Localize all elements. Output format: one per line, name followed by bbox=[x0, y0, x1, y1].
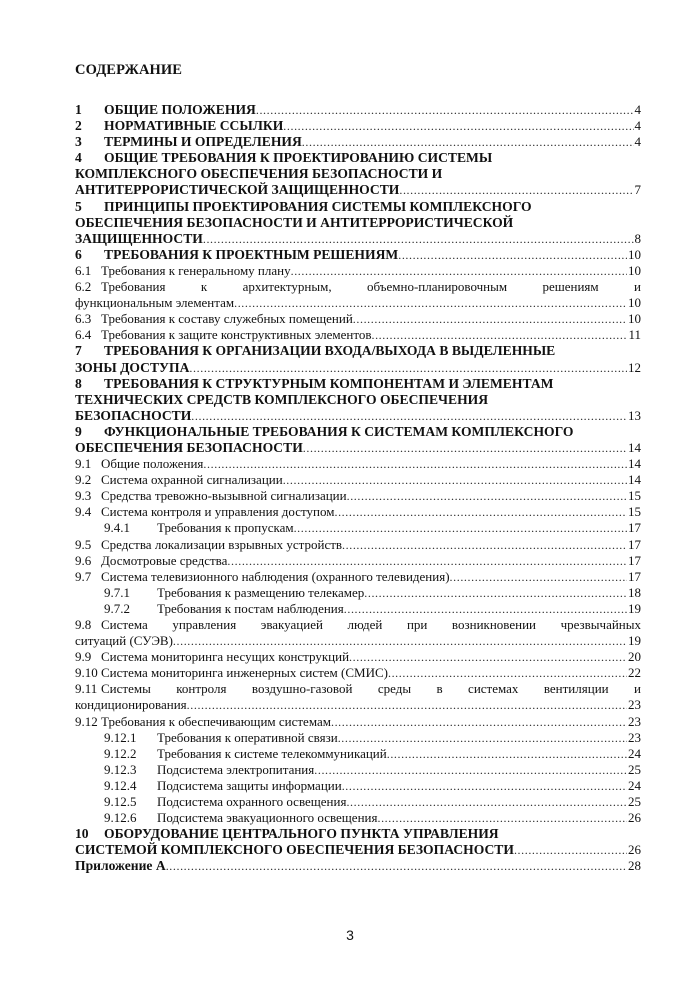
dot-leader bbox=[342, 778, 627, 794]
toc-entry-number: 3 bbox=[75, 134, 82, 150]
toc-entry-number: 10 bbox=[75, 826, 89, 842]
toc-entry[interactable] bbox=[75, 601, 641, 617]
toc-entry-number: 9.12.6 bbox=[104, 810, 137, 826]
toc-page-number: 17 bbox=[628, 568, 641, 584]
toc-page bbox=[75, 62, 641, 875]
toc-entry-title: Требования к размещению телекамер bbox=[157, 584, 365, 600]
toc-page-number: 10 bbox=[628, 262, 641, 278]
dot-leader bbox=[314, 762, 627, 778]
dot-leader bbox=[173, 633, 627, 649]
toc-entry-title: Требования к пропускам bbox=[157, 520, 294, 536]
toc-entry-line bbox=[75, 376, 641, 392]
dot-leader bbox=[283, 118, 633, 134]
toc-entry-line bbox=[104, 746, 641, 762]
dot-leader bbox=[256, 102, 634, 118]
toc-entry-line bbox=[75, 633, 641, 649]
toc-entry-title: кондиционирования bbox=[75, 697, 187, 713]
toc-page-number: 4 bbox=[634, 102, 641, 117]
toc-page-number: 14 bbox=[628, 456, 641, 472]
toc-entry[interactable] bbox=[75, 569, 641, 585]
toc-entry[interactable] bbox=[75, 327, 641, 343]
dot-leader bbox=[334, 504, 627, 520]
toc-entry-title: ТЕРМИНЫ И ОПРЕДЕЛЕНИЯ bbox=[104, 134, 302, 150]
toc-entry[interactable] bbox=[75, 520, 641, 536]
toc-entry[interactable] bbox=[75, 553, 641, 569]
toc-entry-title: Система мониторинга инженерных систем (СМИС) bbox=[101, 665, 388, 681]
toc-entry-title: Приложение А bbox=[75, 858, 166, 874]
toc-entry-line bbox=[75, 247, 641, 263]
toc-entry-line bbox=[104, 810, 641, 826]
toc-entry-title: Требования к архитектурным, объемно-планировочным решениям и bbox=[101, 279, 641, 295]
toc-entry-number: 9.12.3 bbox=[104, 761, 137, 777]
toc-entry-title: АНТИТЕРРОРИСТИЧЕСКОЙ ЗАЩИЩЕННОСТИ bbox=[75, 182, 400, 198]
toc-page-number: 28 bbox=[628, 858, 641, 874]
toc-entry-title: Досмотровые средства bbox=[101, 552, 228, 568]
toc-page-number: 20 bbox=[628, 649, 641, 665]
toc-entry-number: 9.8 bbox=[75, 617, 92, 632]
toc-entry-title: ОБЕСПЕЧЕНИЯ БЕЗОПАСНОСТИ И АНТИТЕРРОРИСТИЧЕСКОЙ bbox=[75, 214, 514, 230]
toc-entry-number: 6.4 bbox=[75, 327, 92, 343]
toc-page-number: 14 bbox=[628, 472, 641, 488]
toc-entry-line bbox=[75, 569, 641, 585]
toc-entry-title: ТРЕБОВАНИЯ К ОРГАНИЗАЦИИ ВХОДА/ВЫХОДА В ВЫДЕЛЕННЫЕ bbox=[104, 343, 556, 359]
toc-entry-number: 9.7.1 bbox=[104, 584, 130, 600]
toc-entry-title: Подсистема защиты информации bbox=[157, 777, 342, 793]
dot-leader bbox=[338, 730, 627, 746]
toc-entry-title: Подсистема электропитания bbox=[157, 761, 315, 777]
toc-page-number: 17 bbox=[628, 536, 641, 552]
dot-leader bbox=[388, 665, 627, 681]
toc-entry-line bbox=[104, 520, 641, 536]
toc-page-number: 23 bbox=[628, 729, 641, 745]
toc-entry-title: Система мониторинга несущих конструкций bbox=[101, 649, 350, 665]
toc-entry[interactable] bbox=[75, 504, 641, 520]
dot-leader bbox=[371, 327, 627, 343]
toc-entry-title: Средства локализации взрывных устройств bbox=[101, 536, 343, 552]
toc-entry-line bbox=[75, 102, 641, 118]
toc-entry[interactable] bbox=[75, 247, 641, 263]
toc-entry-title: Система охранной сигнализации bbox=[101, 472, 283, 488]
toc-page-number: 11 bbox=[628, 327, 641, 343]
toc-entry[interactable] bbox=[75, 488, 641, 504]
toc-entry-number: 9.4.1 bbox=[104, 520, 130, 536]
toc-entry-title: ТЕХНИЧЕСКИХ СРЕДСТВ КОМПЛЕКСНОГО ОБЕСПЕЧЕНИЯ bbox=[75, 391, 489, 407]
toc-entry-number: 5 bbox=[75, 198, 82, 214]
toc-entry-title: ПРИНЦИПЫ ПРОЕКТИРОВАНИЯ СИСТЕМЫ КОМПЛЕКСНОГО bbox=[104, 198, 532, 214]
toc-entry-line bbox=[75, 392, 641, 408]
toc-entry-line bbox=[75, 295, 641, 311]
toc-entry-line bbox=[75, 311, 641, 327]
toc-entry-title: Средства тревожно-вызывной сигнализации bbox=[101, 488, 347, 504]
toc-entry-line bbox=[75, 408, 641, 424]
toc-page-number: 10 bbox=[628, 311, 641, 327]
toc-entry-number: 8 bbox=[75, 375, 82, 391]
toc-entry-title: ситуаций (СУЭВ) bbox=[75, 633, 173, 649]
dot-leader bbox=[377, 810, 627, 826]
toc-page-number: 24 bbox=[628, 777, 641, 793]
toc-entry-line bbox=[104, 585, 641, 601]
toc-page-number: 4 bbox=[634, 118, 641, 134]
toc-entry-title: ФУНКЦИОНАЛЬНЫЕ ТРЕБОВАНИЯ К СИСТЕМАМ КОМПЛЕКСНОГО bbox=[104, 423, 574, 439]
toc-entry-title: Требования к постам наблюдения bbox=[157, 600, 344, 616]
toc-entry-line bbox=[75, 134, 641, 150]
toc-entry-line bbox=[75, 166, 641, 182]
toc-entry-line bbox=[75, 456, 641, 472]
toc-page-number: 10 bbox=[628, 295, 641, 311]
toc-entry-line bbox=[75, 553, 641, 569]
toc-page-number: 19 bbox=[628, 633, 641, 649]
toc-entry-title: ТРЕБОВАНИЯ К ПРОЕКТНЫМ РЕШЕНИЯМ bbox=[104, 246, 399, 262]
toc-entry-number: 4 bbox=[75, 150, 82, 166]
toc-entry-title: БЕЗОПАСНОСТИ bbox=[75, 407, 192, 423]
toc-entry-number: 9.3 bbox=[75, 488, 92, 504]
toc-entry[interactable] bbox=[75, 118, 641, 134]
toc-entry-number: 7 bbox=[75, 343, 82, 359]
toc-entry-title: ОБЩИЕ ТРЕБОВАНИЯ К ПРОЕКТИРОВАНИЮ СИСТЕМЫ bbox=[104, 150, 493, 166]
toc-entry-number: 6.3 bbox=[75, 311, 92, 327]
toc-page-number: 12 bbox=[628, 359, 641, 375]
dot-leader bbox=[191, 408, 627, 424]
toc-entry-number: 9.1 bbox=[75, 456, 92, 472]
toc-page-number: 15 bbox=[628, 504, 641, 520]
toc-entry-line bbox=[75, 343, 641, 359]
toc-entry-title: Требования к генеральному плану bbox=[101, 262, 291, 278]
toc-entry[interactable] bbox=[75, 472, 641, 488]
toc-entry-title: ТРЕБОВАНИЯ К СТРУКТУРНЫМ КОМПОНЕНТАМ И ЭЛЕМЕНТАМ bbox=[104, 375, 554, 391]
toc-entry-number: 6 bbox=[75, 246, 82, 262]
toc-entry[interactable] bbox=[75, 263, 641, 279]
toc-entry-number: 2 bbox=[75, 118, 82, 134]
toc-entry-title: Система контроля и управления доступом bbox=[101, 504, 335, 520]
toc-entry-line bbox=[75, 617, 641, 633]
toc-entry-line bbox=[75, 215, 641, 231]
toc-entry-line bbox=[75, 697, 641, 713]
toc-entry-line bbox=[75, 665, 641, 681]
toc-entry[interactable] bbox=[75, 199, 641, 247]
dot-leader bbox=[203, 456, 627, 472]
toc-entry-title: ЗАЩИЩЕННОСТИ bbox=[75, 230, 203, 246]
toc-entry-line bbox=[75, 858, 641, 874]
toc-entry-line bbox=[104, 778, 641, 794]
toc-page-number: 7 bbox=[634, 182, 641, 198]
toc-entry[interactable] bbox=[75, 826, 641, 858]
dot-leader bbox=[514, 842, 627, 858]
dot-leader bbox=[387, 746, 627, 762]
toc-entry-title: НОРМАТИВНЫЕ ССЫЛКИ bbox=[104, 118, 284, 134]
toc-entry[interactable] bbox=[75, 778, 641, 794]
toc-entry[interactable] bbox=[75, 537, 641, 553]
toc-entry-number: 1 bbox=[75, 102, 82, 117]
toc-page-number: 13 bbox=[628, 407, 641, 423]
dot-leader bbox=[189, 360, 627, 376]
toc-entry-line bbox=[75, 472, 641, 488]
toc-entry-line bbox=[75, 826, 641, 842]
toc-entry-title: Требования к обеспечивающим системам bbox=[101, 713, 331, 729]
toc-entry-title: ОБЕСПЕЧЕНИЯ БЕЗОПАСНОСТИ bbox=[75, 439, 303, 455]
dot-leader bbox=[398, 247, 627, 263]
dot-leader bbox=[450, 569, 627, 585]
toc-entry-number: 9.2 bbox=[75, 472, 92, 488]
dot-leader bbox=[344, 601, 627, 617]
toc-page-number: 19 bbox=[628, 600, 641, 616]
toc-entry[interactable] bbox=[75, 746, 641, 762]
dot-leader bbox=[353, 311, 627, 327]
toc-entry-line bbox=[75, 199, 641, 215]
toc-entry[interactable] bbox=[75, 617, 641, 649]
toc-entry-title: Требования к защите конструктивных элементов bbox=[101, 327, 372, 343]
toc-entry[interactable] bbox=[75, 649, 641, 665]
toc-entry-line bbox=[75, 231, 641, 247]
dot-leader bbox=[349, 649, 627, 665]
toc-page-number: 4 bbox=[634, 134, 641, 150]
toc-entry-line bbox=[75, 279, 641, 295]
toc-entry-number: 9.12.2 bbox=[104, 745, 137, 761]
toc-entry-title: Подсистема эвакуационного освещения bbox=[157, 810, 378, 826]
toc-entry-title: ОБОРУДОВАНИЕ ЦЕНТРАЛЬНОГО ПУНКТА УПРАВЛЕНИЯ bbox=[104, 826, 499, 842]
toc-entry-title: Требования к оперативной связи bbox=[157, 729, 338, 745]
toc-entry-number: 6.1 bbox=[75, 262, 92, 278]
toc-entry-line bbox=[75, 842, 641, 858]
page-title: СОДЕРЖАНИЕ bbox=[75, 62, 183, 78]
toc-entry[interactable] bbox=[75, 311, 641, 327]
toc-entry-line bbox=[75, 263, 641, 279]
toc-entry-line bbox=[75, 440, 641, 456]
toc-entry-line bbox=[75, 537, 641, 553]
toc-page-number: 26 bbox=[628, 842, 641, 858]
toc-entry-title: Система управления эвакуацией людей при возникновении чрезвычайных bbox=[101, 617, 641, 632]
toc-entry[interactable] bbox=[75, 376, 641, 424]
toc-entry-number: 9.7 bbox=[75, 568, 92, 584]
toc-entry-number: 9.9 bbox=[75, 649, 92, 665]
toc-entry-title: Система телевизионного наблюдения (охранного телевидения) bbox=[101, 568, 450, 584]
toc-entry[interactable] bbox=[75, 681, 641, 713]
dot-leader bbox=[187, 697, 627, 713]
toc-entry-line bbox=[75, 424, 641, 440]
toc-page-number: 17 bbox=[628, 520, 641, 536]
toc-entry-number: 9.6 bbox=[75, 552, 92, 568]
toc-entry-line bbox=[75, 150, 641, 166]
toc-entry[interactable] bbox=[75, 810, 641, 826]
toc-page-number: 25 bbox=[628, 794, 641, 810]
toc-entry-number: 9.12.5 bbox=[104, 794, 137, 810]
toc-entry[interactable] bbox=[75, 102, 641, 118]
toc-entry-line bbox=[75, 327, 641, 343]
page-number: 3 bbox=[346, 927, 354, 943]
dot-leader bbox=[346, 794, 627, 810]
toc-page-number: 25 bbox=[628, 761, 641, 777]
toc-entry-number: 9.7.2 bbox=[104, 600, 130, 616]
toc-entry-title: ЗОНЫ ДОСТУПА bbox=[75, 359, 190, 375]
dot-leader bbox=[294, 520, 627, 536]
toc-entry[interactable] bbox=[75, 279, 641, 311]
toc-entry[interactable] bbox=[75, 730, 641, 746]
toc-page-number: 23 bbox=[628, 713, 641, 729]
toc-page-number: 17 bbox=[628, 552, 641, 568]
dot-leader bbox=[291, 263, 627, 279]
toc-entry[interactable] bbox=[75, 150, 641, 198]
toc-entry[interactable] bbox=[75, 794, 641, 810]
toc-entry-line bbox=[75, 714, 641, 730]
dot-leader bbox=[331, 714, 627, 730]
toc-entry-line bbox=[104, 730, 641, 746]
toc-entry[interactable] bbox=[75, 714, 641, 730]
toc-entry-number: 9.4 bbox=[75, 504, 92, 520]
toc-entry-line bbox=[104, 794, 641, 810]
toc-page-number: 10 bbox=[628, 246, 641, 262]
toc-page-number: 26 bbox=[628, 810, 641, 826]
dot-leader bbox=[347, 488, 627, 504]
toc-entry-number: 9.5 bbox=[75, 536, 92, 552]
dot-leader bbox=[342, 537, 627, 553]
dot-leader bbox=[166, 858, 627, 874]
toc-entry-line bbox=[75, 118, 641, 134]
toc-page-number: 14 bbox=[628, 439, 641, 455]
toc-entry-line bbox=[75, 681, 641, 697]
dot-leader bbox=[227, 553, 627, 569]
toc-entry-title: Системы контроля воздушно-газовой среды в системах вентиляции и bbox=[101, 681, 641, 697]
dot-leader bbox=[364, 585, 627, 601]
dot-leader bbox=[283, 472, 627, 488]
table-of-contents bbox=[75, 102, 641, 875]
dot-leader bbox=[303, 440, 627, 456]
toc-entry-number: 9.12.1 bbox=[104, 729, 137, 745]
toc-entry[interactable] bbox=[75, 456, 641, 472]
toc-entry-title: КОМПЛЕКСНОГО ОБЕСПЕЧЕНИЯ БЕЗОПАСНОСТИ И bbox=[75, 166, 443, 182]
toc-page-number: 15 bbox=[628, 488, 641, 504]
toc-entry[interactable] bbox=[75, 585, 641, 601]
toc-entry[interactable] bbox=[75, 424, 641, 456]
toc-entry[interactable] bbox=[75, 343, 641, 375]
toc-entry-title: функциональным элементам bbox=[75, 295, 235, 311]
toc-page-number: 24 bbox=[628, 745, 641, 761]
toc-entry-title: СИСТЕМОЙ КОМПЛЕКСНОГО ОБЕСПЕЧЕНИЯ БЕЗОПАСНОСТИ bbox=[75, 842, 514, 858]
toc-entry[interactable] bbox=[75, 762, 641, 778]
toc-entry[interactable] bbox=[75, 134, 641, 150]
toc-entry-number: 9.12.4 bbox=[104, 777, 137, 793]
toc-entry-line bbox=[75, 649, 641, 665]
toc-entry[interactable] bbox=[75, 858, 641, 874]
dot-leader bbox=[203, 231, 634, 247]
toc-page-number: 18 bbox=[628, 584, 641, 600]
toc-entry-number: 9.11 bbox=[75, 681, 98, 697]
toc-entry-number: 9.12 bbox=[75, 713, 98, 729]
toc-entry-title: Требования к составу служебных помещений bbox=[101, 311, 353, 327]
toc-entry-line bbox=[75, 360, 641, 376]
dot-leader bbox=[399, 182, 633, 198]
dot-leader bbox=[234, 295, 627, 311]
toc-entry-title: Общие положения bbox=[101, 456, 204, 472]
toc-entry-line bbox=[75, 504, 641, 520]
toc-entry-line bbox=[104, 601, 641, 617]
toc-entry-number: 6.2 bbox=[75, 279, 92, 295]
toc-page-number: 22 bbox=[628, 665, 641, 681]
toc-entry-number: 9.10 bbox=[75, 665, 98, 681]
toc-entry-line bbox=[104, 762, 641, 778]
dot-leader bbox=[302, 134, 634, 150]
toc-entry[interactable] bbox=[75, 665, 641, 681]
toc-entry-line bbox=[75, 488, 641, 504]
toc-page-number: 23 bbox=[628, 697, 641, 713]
toc-entry-line bbox=[75, 182, 641, 198]
toc-entry-title: Требования к системе телекоммуникаций bbox=[157, 745, 387, 761]
toc-entry-number: 9 bbox=[75, 423, 82, 439]
toc-entry-title: Подсистема охранного освещения bbox=[157, 794, 347, 810]
toc-entry-title: ОБЩИЕ ПОЛОЖЕНИЯ bbox=[104, 102, 256, 117]
toc-page-number: 8 bbox=[634, 230, 641, 246]
